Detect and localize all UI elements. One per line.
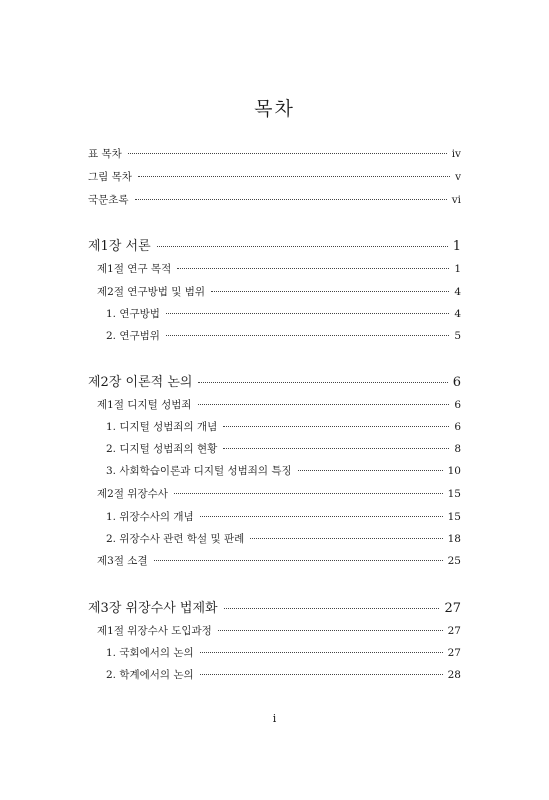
dot-leader [200, 516, 443, 517]
toc-entry-page: 1 [452, 239, 461, 254]
toc-entry-subsection[interactable] [106, 419, 461, 434]
toc-entry-page: 1 [454, 263, 461, 275]
dot-leader [128, 153, 447, 154]
toc-entry-section[interactable] [97, 486, 461, 501]
toc-entry-label: 제2장 이론적 논의 [88, 375, 193, 390]
dot-leader [198, 404, 450, 405]
toc-entry-page: 27 [447, 647, 461, 659]
toc-entry-section[interactable] [97, 623, 461, 638]
toc-entry-page: 25 [447, 555, 461, 567]
dot-leader [166, 313, 449, 314]
toc-entry-front[interactable] [88, 146, 461, 161]
toc-entry-label: 제2절 위장수사 [97, 488, 168, 500]
toc-entry-label: 제1절 연구 목적 [97, 263, 172, 275]
toc-entry-page: 6 [454, 399, 461, 411]
toc-entry-page: 4 [454, 286, 461, 298]
dot-leader [154, 560, 443, 561]
toc-entry-label: 3. 사회학습이론과 디지털 성범죄의 특징 [106, 465, 292, 477]
dot-leader [138, 176, 450, 177]
toc-entry-page: vi [451, 194, 461, 206]
toc-entry-page: 6 [454, 421, 461, 433]
toc-entry-page: 6 [452, 375, 461, 390]
toc-entry-section[interactable] [97, 397, 461, 412]
dot-leader [135, 199, 447, 200]
dot-leader [224, 608, 440, 609]
dot-leader [298, 470, 443, 471]
toc-entry-label: 제1장 서론 [88, 239, 151, 254]
dot-leader [198, 382, 447, 383]
toc-entry-section[interactable] [97, 284, 461, 299]
dot-leader [218, 630, 443, 631]
toc-entry-page: 15 [447, 488, 461, 500]
page-title: 목차 [254, 98, 295, 120]
toc-entry-page: 10 [447, 465, 461, 477]
toc-entry-page: 5 [454, 330, 461, 342]
toc-entry-subsection[interactable] [106, 306, 461, 321]
toc-entry-label: 2. 연구범위 [106, 330, 160, 342]
toc-entry-label: 제3장 위장수사 법제화 [88, 601, 218, 616]
toc-entry-page: 28 [447, 669, 461, 681]
toc-entry-page: v [455, 171, 461, 183]
dot-leader [174, 493, 443, 494]
toc-entry-label: 1. 연구방법 [106, 308, 160, 320]
toc-entry-section[interactable] [97, 553, 461, 568]
dot-leader [166, 335, 449, 336]
toc-entry-label: 제1절 디지털 성범죄 [97, 399, 192, 411]
toc-entry-label: 2. 위장수사 관련 학설 및 판례 [106, 533, 245, 545]
toc-entry-chapter[interactable] [88, 235, 461, 254]
toc-entry-label: 2. 학계에서의 논의 [106, 669, 194, 681]
dot-leader [211, 291, 449, 292]
toc-entry-page: 18 [447, 533, 461, 545]
toc-entry-page: 15 [447, 511, 461, 523]
toc-entry-subsection[interactable] [106, 463, 461, 478]
toc-entry-label: 제3절 소결 [97, 555, 148, 567]
toc-entry-label: 제2절 연구방법 및 범위 [97, 286, 205, 298]
toc-entry-subsection[interactable] [106, 645, 461, 660]
toc-entry-front[interactable] [88, 169, 461, 184]
toc-entry-label: 1. 국회에서의 논의 [106, 647, 194, 659]
toc-entry-label: 2. 디지털 성범죄의 현황 [106, 443, 218, 455]
toc-entry-label: 그림 목차 [88, 171, 132, 183]
toc-entry-chapter[interactable] [88, 371, 461, 390]
toc-entry-page: 27 [447, 625, 461, 637]
toc-entry-subsection[interactable] [106, 328, 461, 343]
toc-entry-subsection[interactable] [106, 509, 461, 524]
dot-leader [250, 538, 442, 539]
toc-entry-label: 국문초록 [88, 194, 129, 206]
page-number: i [272, 712, 277, 725]
toc-entry-subsection[interactable] [106, 441, 461, 456]
dot-leader [177, 268, 449, 269]
toc-entry-subsection[interactable] [106, 531, 461, 546]
toc-entry-chapter[interactable] [88, 597, 461, 616]
toc-entry-label: 제1절 위장수사 도입과정 [97, 625, 212, 637]
toc-entry-page: 4 [454, 308, 461, 320]
toc-entry-label: 1. 디지털 성범죄의 개념 [106, 421, 218, 433]
toc-entry-page: 27 [444, 601, 461, 616]
toc-entry-subsection[interactable] [106, 667, 461, 682]
dot-leader [157, 246, 448, 247]
dot-leader [200, 652, 443, 653]
toc-entry-label: 1. 위장수사의 개념 [106, 511, 194, 523]
toc-entry-label: 표 목차 [88, 148, 122, 160]
dot-leader [223, 426, 449, 427]
toc-entry-page: iv [451, 148, 461, 160]
toc-entry-front[interactable] [88, 192, 461, 207]
dot-leader [223, 448, 449, 449]
dot-leader [200, 674, 443, 675]
toc-entry-page: 8 [454, 443, 461, 455]
toc-entry-section[interactable] [97, 261, 461, 276]
